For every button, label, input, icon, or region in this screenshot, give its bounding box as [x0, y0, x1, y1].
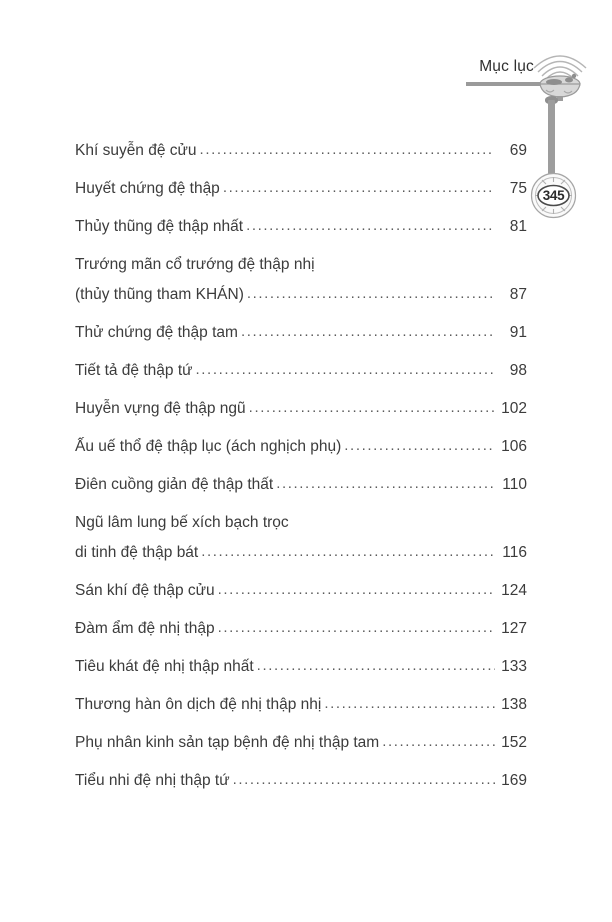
toc-entry-line: [75, 283, 527, 306]
toc-entry-label: (thủy thũng tham KHÁN): [75, 286, 244, 303]
toc-entry-label: Tiểu nhi đệ nhị thập tứ: [75, 772, 230, 789]
toc-entry-page-number: 127: [501, 620, 527, 637]
toc-entry-label: Phụ nhân kinh sản tạp bệnh đệ nhị thập tam: [75, 734, 380, 751]
toc-entry-label: Khí suyễn đệ cửu: [75, 142, 197, 159]
toc-entry-line: [75, 139, 527, 162]
toc-entry-label: Ấu uế thổ đệ thập lục (ách nghịch phụ): [75, 438, 342, 455]
toc-entry-line: [75, 511, 527, 534]
toc-entry[interactable]: [75, 215, 527, 238]
toc-entry-page-number: 133: [501, 658, 527, 675]
toc-entry-line: [75, 177, 527, 200]
toc-entry-line: [75, 579, 527, 602]
toc-entry[interactable]: [75, 253, 527, 306]
toc-entry-label: Ngũ lâm lung bế xích bạch trọc: [75, 514, 289, 531]
toc-entry-label: Thủy thũng đệ thập nhất: [75, 218, 244, 235]
page-number-medallion: [530, 172, 577, 219]
toc-entry-label: Thương hàn ôn dịch đệ nhị thập nhị: [75, 696, 322, 713]
toc-leader-dots: [257, 654, 495, 677]
toc-leader-dots: [201, 540, 495, 563]
toc-entry-page-number: 116: [502, 544, 527, 561]
toc-entry-label: di tinh đệ thập bát: [75, 544, 199, 561]
toc-entry-label: Huyễn vựng đệ thập ngũ: [75, 400, 246, 417]
toc-entry-page-number: 98: [509, 362, 527, 379]
page-number-value: 345: [542, 188, 565, 203]
toc-entry[interactable]: [75, 731, 527, 754]
toc-leader-dots: [223, 176, 495, 199]
toc-entry-page-number: 81: [509, 218, 527, 235]
toc-entry-line: [75, 435, 527, 458]
toc-entry-page-number: 87: [509, 286, 527, 303]
incense-burner-with-smoke-icon: [524, 46, 596, 104]
toc-leader-dots: [247, 282, 495, 305]
toc-entry[interactable]: [75, 769, 527, 792]
toc-entry[interactable]: [75, 579, 527, 602]
toc-entry-line: [75, 693, 527, 716]
toc-leader-dots: [246, 214, 495, 237]
toc-entry-line: [75, 731, 527, 754]
toc-entry[interactable]: [75, 177, 527, 200]
page-title: Mục lục: [479, 58, 534, 75]
toc-entry[interactable]: [75, 511, 527, 564]
toc-entry-line: [75, 473, 527, 496]
toc-entry[interactable]: [75, 321, 527, 344]
toc-leader-dots: [382, 730, 495, 753]
toc-entry-label: Tiêu khát đệ nhị thập nhất: [75, 658, 254, 675]
toc-leader-dots: [249, 396, 495, 419]
table-of-contents: [75, 139, 527, 792]
toc-entry-page-number: 75: [509, 180, 527, 197]
toc-entry[interactable]: [75, 473, 527, 496]
connector-line: [548, 100, 555, 182]
toc-entry-label: Tiết tả đệ thập tứ: [75, 362, 193, 379]
toc-entry-page-number: 138: [501, 696, 527, 713]
toc-entry-page-number: 102: [501, 400, 527, 417]
toc-entry-label: Đàm ẩm đệ nhị thập: [75, 620, 215, 637]
toc-entry-label: Trướng mãn cổ trướng đệ thập nhị: [75, 256, 315, 273]
toc-entry[interactable]: [75, 693, 527, 716]
toc-entry-label: Thử chứng đệ thập tam: [75, 324, 238, 341]
toc-entry-label: Sán khí đệ thập cửu: [75, 582, 215, 599]
toc-entry-line: [75, 541, 527, 564]
toc-leader-dots: [233, 768, 495, 791]
toc-leader-dots: [276, 472, 495, 495]
toc-entry-page-number: 106: [501, 438, 527, 455]
toc-entry[interactable]: [75, 397, 527, 420]
toc-leader-dots: [241, 320, 495, 343]
toc-leader-dots: [196, 358, 495, 381]
toc-entry-line: [75, 397, 527, 420]
toc-entry-line: [75, 617, 527, 640]
toc-entry-line: [75, 253, 527, 276]
toc-entry-line: [75, 655, 527, 678]
toc-leader-dots: [324, 692, 495, 715]
toc-entry-line: [75, 769, 527, 792]
toc-leader-dots: [344, 434, 495, 457]
toc-entry[interactable]: [75, 359, 527, 382]
toc-entry[interactable]: [75, 139, 527, 162]
toc-entry-page-number: 110: [502, 476, 527, 493]
toc-entry-line: [75, 215, 527, 238]
toc-entry-line: [75, 359, 527, 382]
toc-entry-page-number: 91: [509, 324, 527, 341]
toc-entry-line: [75, 321, 527, 344]
toc-entry-page-number: 169: [501, 772, 527, 789]
toc-entry-page-number: 69: [509, 142, 527, 159]
toc-entry-label: Huyết chứng đệ thập: [75, 180, 220, 197]
toc-entry[interactable]: [75, 617, 527, 640]
toc-entry-label: Điên cuồng giản đệ thập thất: [75, 476, 274, 493]
toc-leader-dots: [218, 578, 495, 601]
toc-entry-page-number: 124: [501, 582, 527, 599]
toc-leader-dots: [218, 616, 495, 639]
toc-entry[interactable]: [75, 435, 527, 458]
toc-entry[interactable]: [75, 655, 527, 678]
toc-leader-dots: [200, 138, 495, 161]
toc-entry-page-number: 152: [501, 734, 527, 751]
